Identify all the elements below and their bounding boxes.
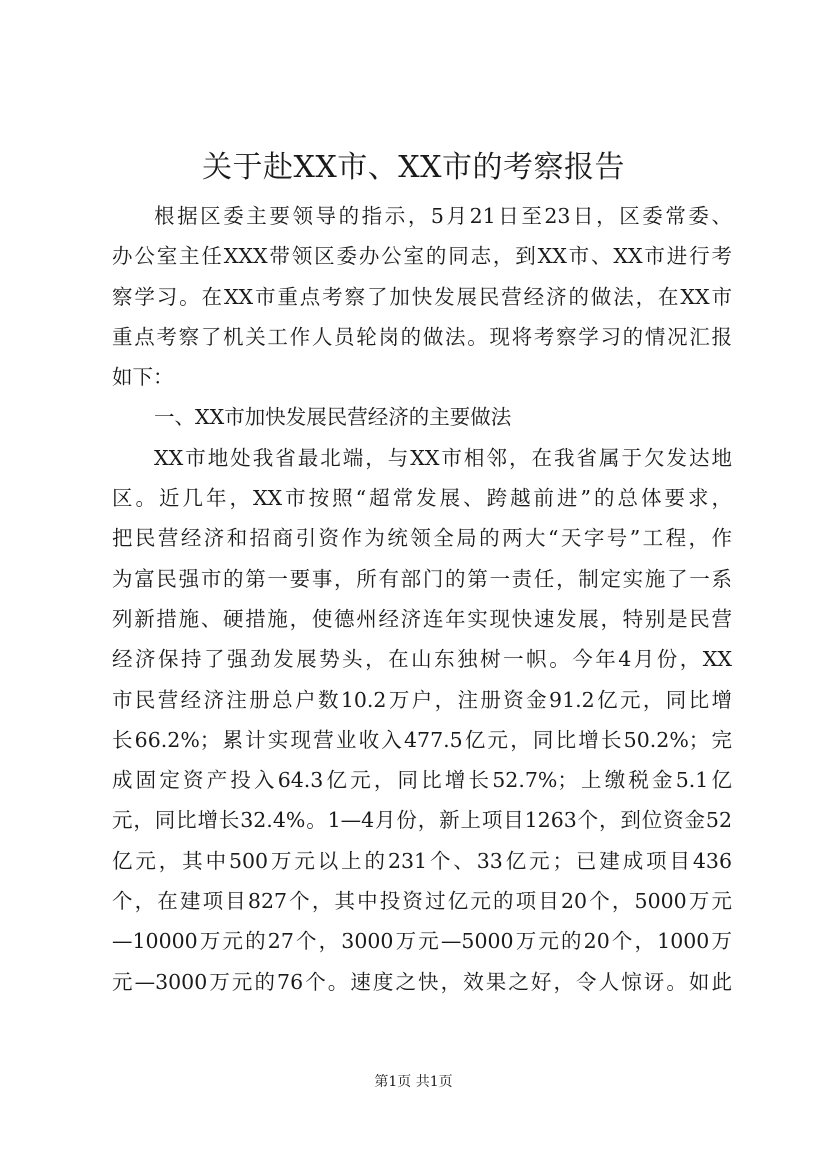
paragraph-line: 经济保持了强劲发展势头，在山东独树一帜。今年4月份，XX	[112, 647, 732, 672]
paragraph-line: 元—3000万元的76个。速度之快，效果之好，令人惊讶。如此	[112, 969, 732, 994]
section-heading: 一、XX市加快发展民营经济的主要做法	[154, 405, 512, 430]
paragraph-line: 成固定资产投入64.3亿元，同比增长52.7%；上缴税金5.1亿	[112, 768, 732, 793]
paragraph-line: 办公室主任XXX带领区委办公室的同志，到XX市、XX市进行考	[112, 244, 732, 269]
paragraph-line: 元，同比增长32.4%。1—4月份，新上项目1263个，到位资金52	[112, 808, 732, 833]
paragraph-line: 市民营经济注册总户数10.2万户，注册资金91.2亿元，同比增	[112, 687, 732, 712]
paragraph-line: 如下：	[112, 365, 174, 390]
paragraph-line: 把民营经济和招商引资作为统领全局的两大“天字号”工程，作	[112, 526, 732, 551]
document-body	[112, 196, 732, 1002]
paragraph-line: 为富民强市的第一要事，所有部门的第一责任，制定实施了一系	[112, 566, 732, 591]
page-footer: 第1页 共1页	[374, 1074, 453, 1090]
paragraph-line: 长66.2%；累计实现营业收入477.5亿元，同比增长50.2%；完	[112, 727, 732, 752]
paragraph-line: —10000万元的27个，3000万元—5000万元的20个，1000万	[112, 929, 732, 954]
paragraph-line: 个，在建项目827个，其中投资过亿元的项目20个，5000万元	[112, 889, 732, 914]
paragraph-line: 重点考察了机关工作人员轮岗的做法。现将考察学习的情况汇报	[112, 324, 732, 349]
paragraph-line: 列新措施、硬措施，使德州经济连年实现快速发展，特别是民营	[112, 606, 732, 631]
paragraph-line: 亿元，其中500万元以上的231个、33亿元；已建成项目436	[112, 848, 732, 873]
paragraph-line: 区。近几年，XX市按照“超常发展、跨越前进”的总体要求，	[112, 486, 732, 511]
document-title: 关于赴XX市、XX市的考察报告	[202, 150, 625, 185]
paragraph-line: 察学习。在XX市重点考察了加快发展民营经济的做法，在XX市	[112, 284, 732, 309]
paragraph-line: 根据区委主要领导的指示，5月21日至23日，区委常委、	[154, 204, 732, 228]
paragraph-line: XX市地处我省最北端，与XX市相邻，在我省属于欠发达地	[154, 445, 732, 470]
